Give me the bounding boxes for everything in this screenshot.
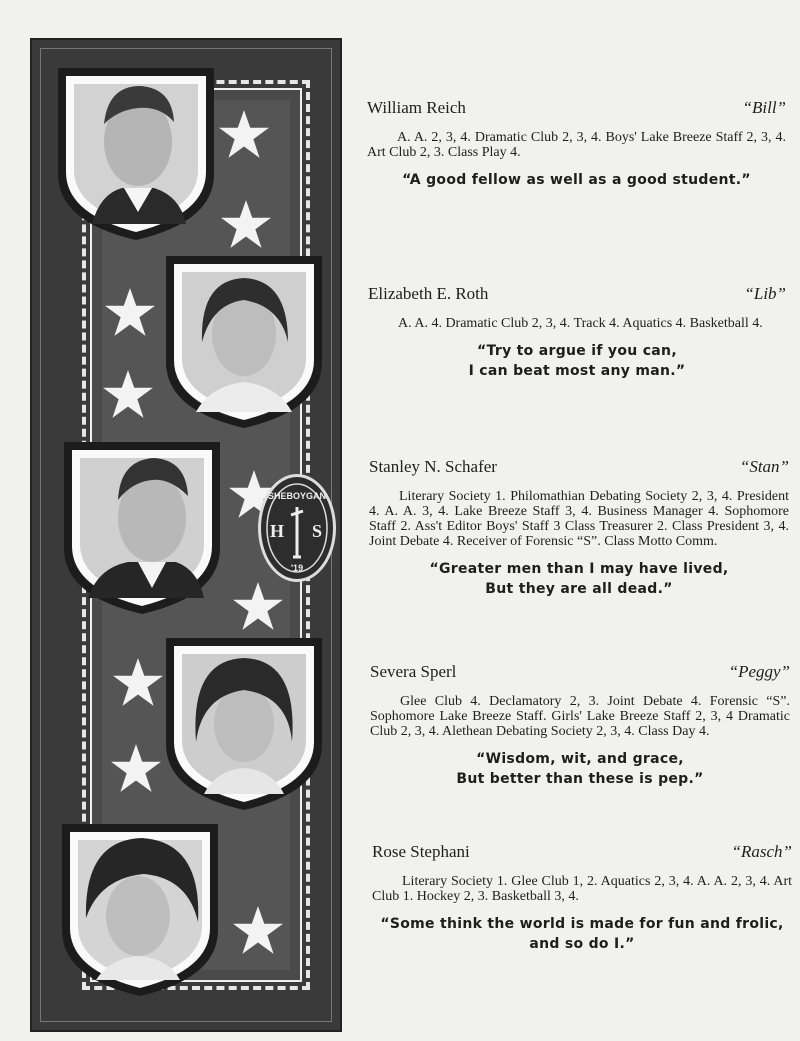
student-quote xyxy=(368,341,786,381)
seal-name: SHEBOYGAN xyxy=(267,491,327,501)
seal-letter-s: S xyxy=(311,521,323,541)
quote-line: “Some think the world is made for fun and frolic, and so do I.” xyxy=(380,916,784,952)
star-icon xyxy=(220,198,272,250)
entry-severa-sperl xyxy=(370,662,790,789)
student-nickname: “Stan” xyxy=(739,457,789,476)
student-activities: Glee Club 4. Declamatory 2, 3. Joint Debate 4. Forensic “S”. Sophomore Lake Breeze Staff. Girls' Lake Breeze Staff 2, 3, 4 Dramatic Club 2, 3, 4. Alethean Debating Society 2, 3, 4. Class Day 4. xyxy=(370,694,790,739)
school-seal xyxy=(258,474,336,582)
star-icon xyxy=(218,108,270,160)
student-quote xyxy=(370,749,790,789)
seal-letter-h: H xyxy=(269,521,285,541)
student-name: Stanley N. Schafer xyxy=(369,457,497,476)
quote-line: I can beat most any man.” xyxy=(468,363,686,379)
quote-line: But better than these is pep.” xyxy=(456,771,704,787)
student-quote xyxy=(372,914,792,954)
quote-line: “Greater men than I may have lived, xyxy=(429,561,729,577)
portrait-william-reich xyxy=(52,62,220,242)
student-activities: A. A. 2, 3, 4. Dramatic Club 2, 3, 4. Boys' Lake Breeze Staff 2, 3, 4. Art Club 2, 3. Class Play 4. xyxy=(367,130,786,160)
entry-rose-stephani xyxy=(372,842,792,954)
quote-line: “A good fellow as well as a good student.” xyxy=(402,172,751,188)
entry-stanley-schafer xyxy=(369,457,789,599)
student-name: Rose Stephani xyxy=(372,842,470,861)
student-quote xyxy=(367,170,786,190)
student-activities: Literary Society 1. Glee Club 1, 2. Aquatics 2, 3, 4. A. A. 2, 3, 4. Art Club 1. Hockey 2, 3. Basketball 3, 4. xyxy=(372,874,792,904)
star-icon xyxy=(104,286,156,338)
star-icon xyxy=(232,580,284,632)
student-name: Elizabeth E. Roth xyxy=(368,284,489,303)
quote-line: “Wisdom, wit, and grace, xyxy=(476,751,684,767)
star-icon xyxy=(232,904,284,956)
student-name: Severa Sperl xyxy=(370,662,457,681)
student-quote xyxy=(369,559,789,599)
student-nickname: “Lib” xyxy=(744,284,786,303)
star-icon xyxy=(112,656,164,708)
student-name: William Reich xyxy=(367,98,466,117)
star-icon xyxy=(102,368,154,420)
star-icon xyxy=(110,742,162,794)
student-nickname: “Rasch” xyxy=(731,842,792,861)
seal-year: '19 xyxy=(290,563,304,573)
student-activities: A. A. 4. Dramatic Club 2, 3, 4. Track 4. Aquatics 4. Basketball 4. xyxy=(398,316,763,331)
quote-line: But they are all dead.” xyxy=(485,581,673,597)
student-nickname: “Bill” xyxy=(742,98,786,117)
portrait-elizabeth-roth xyxy=(160,250,328,430)
seal-emblem xyxy=(261,477,333,579)
entry-elizabeth-roth xyxy=(368,284,786,381)
student-activities: Literary Society 1. Philomathian Debating Society 2, 3, 4. President 4. A. A. 3, 4. Lake Breeze Staff 3, 4. Business Manager 4. Sophomore Staff 2. Ass't Editor Boys' Staff 3 Class Treasurer 2. Class President 3, 4. Joint Debate 4. Receiver of Forensic “S”. Class Motto Comm. xyxy=(369,489,789,549)
quote-line: “Try to argue if you can, xyxy=(477,343,677,359)
portrait-severa-sperl xyxy=(160,632,328,812)
student-nickname: “Peggy” xyxy=(728,662,790,681)
entry-william-reich xyxy=(367,98,786,190)
portrait-stanley-schafer xyxy=(58,436,226,616)
portrait-rose-stephani xyxy=(56,818,224,998)
